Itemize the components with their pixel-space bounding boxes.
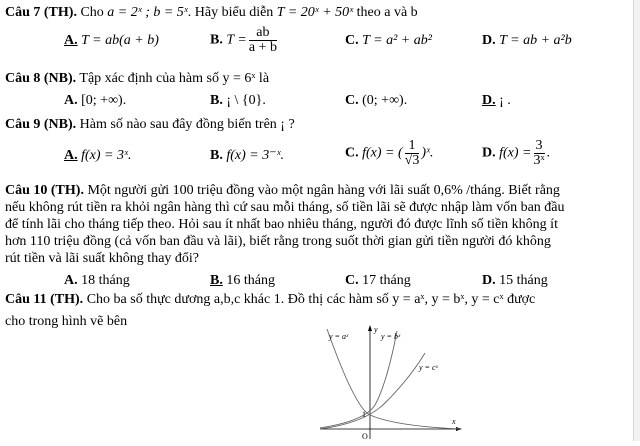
label-c: y = cˣ bbox=[419, 363, 438, 372]
q11-title: Câu 11 (TH). bbox=[5, 292, 84, 307]
q10-option-a[interactable]: A. 18 tháng bbox=[64, 273, 130, 288]
q11-graph bbox=[315, 323, 465, 441]
q8-stem: Câu 8 (NB). Tập xác định của hàm số y = 6ˣ là bbox=[5, 71, 270, 86]
curve-a bbox=[327, 329, 460, 429]
axis-x-label: x bbox=[452, 417, 456, 426]
q9-options bbox=[0, 138, 640, 179]
q7-title: Câu 7 (TH). bbox=[5, 5, 77, 20]
q7-options bbox=[0, 25, 640, 56]
exponential-graph bbox=[315, 323, 465, 441]
axis-y-label: y bbox=[374, 325, 378, 334]
q9-stem: Câu 9 (NB). Hàm số nào sau đây đồng biến trên ¡ ? bbox=[5, 117, 295, 132]
q7-option-d[interactable]: D. T = ab + a²b bbox=[482, 33, 572, 48]
label-a: y = aˣ bbox=[329, 332, 349, 341]
q10-stem: Câu 10 (TH). Một người gửi 100 triệu đồng vào một ngân hàng với lãi suất 0,6% /tháng. Biết rằng nếu không rút tiền ra khỏi ngân hàng thì cứ sau mỗi tháng, số tiền lãi sẽ được nhập làm vốn ban đầu để tính lãi cho tháng tiếp theo. Hỏi sau ít nhất bao nhiêu tháng, người đó được lĩnh số tiền không ít hơn 110 triệu đồng (cả vốn ban đầu và lãi), biết rằng trong suốt thời gian gửi tiền người đó không rút tiền và lãi suất không thay đổi? bbox=[5, 183, 565, 266]
q11-stem: Câu 11 (TH). Cho ba số thực dương a,b,c khác 1. Đồ thị các hàm số y = aˣ, y = bˣ, y = cˣ được bbox=[5, 292, 536, 307]
q8-option-a[interactable]: A. [0; +∞). bbox=[64, 93, 127, 108]
curve-c bbox=[320, 353, 425, 429]
q10-title: Câu 10 (TH). bbox=[5, 183, 84, 198]
y-axis-arrow bbox=[368, 325, 372, 331]
q9-option-b[interactable]: B. f(x) = 3⁻ˣ. bbox=[210, 148, 285, 163]
origin-label: O bbox=[362, 432, 368, 441]
label-b: y = bˣ bbox=[381, 332, 401, 341]
q10-option-b[interactable]: B. 16 tháng bbox=[210, 273, 275, 288]
q9-title: Câu 9 (NB). bbox=[5, 117, 77, 132]
q11-stem-line2: cho trong hình vẽ bên bbox=[5, 314, 128, 329]
q8-option-c[interactable]: C. (0; +∞). bbox=[345, 93, 408, 108]
q7-option-b[interactable]: B. T = $\frac{ab}{a + b}$ bbox=[210, 25, 277, 55]
q7-stem: Câu 7 (TH). Cho a = 2ˣ ; b = 5ˣ. Hãy biểu diễn T = 20ˣ + 50ˣ theo a và b bbox=[5, 5, 418, 20]
q8-options bbox=[0, 92, 640, 116]
curve-b bbox=[320, 331, 397, 428]
q9-option-a[interactable]: A. f(x) = 3ˣ. bbox=[64, 148, 132, 163]
q7-b-fraction: $\frac{ab}{a + b}$ bbox=[248, 25, 277, 55]
q7-option-a[interactable]: A. T = ab(a + b) bbox=[64, 33, 159, 48]
q10-option-d[interactable]: D. 15 tháng bbox=[482, 273, 548, 288]
q7-option-c[interactable]: C. T = a² + ab² bbox=[345, 33, 432, 48]
q10-option-c[interactable]: C. 17 tháng bbox=[345, 273, 411, 288]
q9-option-d[interactable]: D. f(x) = $\frac{3}{\text{3ˣ}}$ . bbox=[482, 138, 551, 168]
q9-option-c[interactable]: C. f(x) = ( $\frac{1}{√3}$ )ˣ. bbox=[345, 138, 434, 168]
q8-title: Câu 8 (NB). bbox=[5, 71, 77, 86]
q9-d-fraction: $\frac{3}{\text{3ˣ}}$ bbox=[533, 138, 545, 168]
q8-option-d[interactable]: D. ¡ . bbox=[482, 93, 511, 108]
right-scroll-edge bbox=[633, 0, 640, 441]
q9-c-fraction: $\frac{1}{√3}$ bbox=[404, 138, 420, 168]
q8-option-b[interactable]: B. ¡ \ {0}. bbox=[210, 93, 266, 108]
one-label: 1 bbox=[362, 410, 366, 419]
